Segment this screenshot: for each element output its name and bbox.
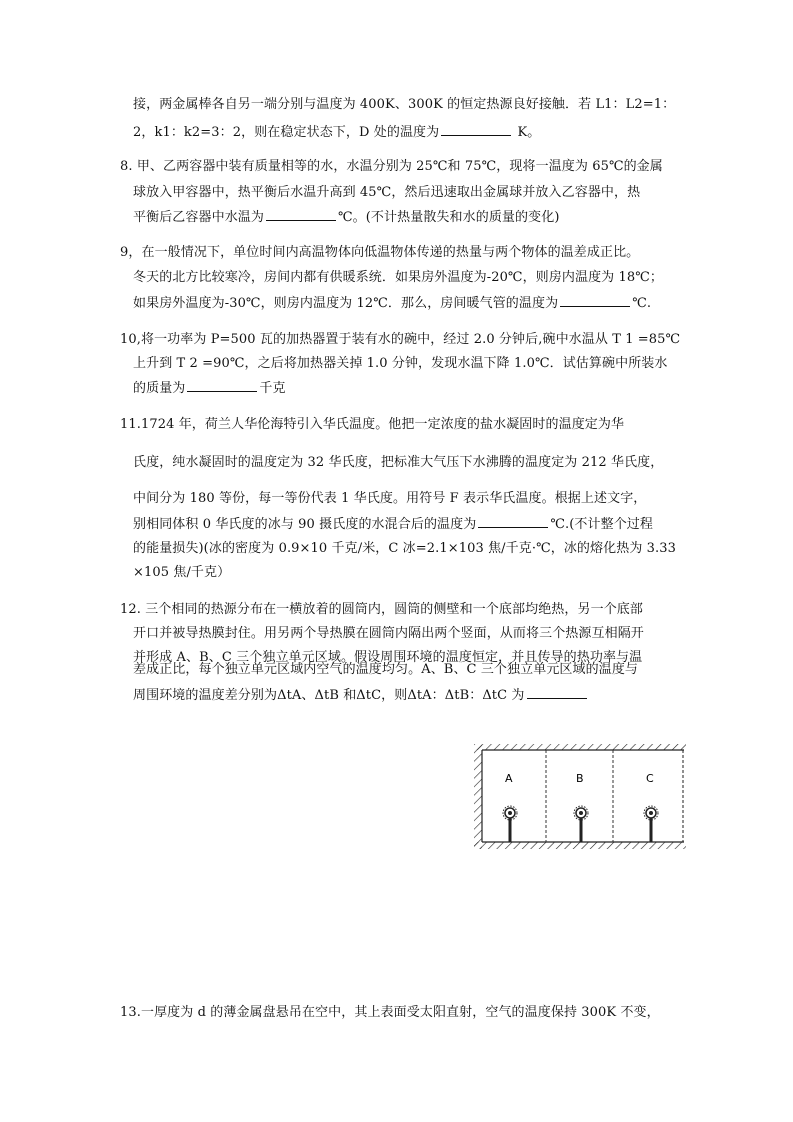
answer-blank — [527, 685, 587, 699]
text-line: 周围环境的温度差分别为ΔtA、ΔtB 和ΔtC，则ΔtA：ΔtB：ΔtC 为 — [133, 685, 589, 706]
heat-source-b — [574, 806, 588, 842]
text-line: 氏度，纯水凝固时的温度定为 32 华氏度，把标准大气压下水沸腾的温度定为 212 华氏度， — [133, 455, 664, 470]
answer-blank — [266, 207, 336, 221]
answer-blank — [187, 378, 257, 392]
text-line: 差成正比，每个独立单元区域内空气的温度均匀。A、B、C 三个独立单元区域的温度与 — [133, 662, 639, 677]
text-line: 13.一厚度为 d 的薄金属盘悬吊在空中，其上表面受太阳直射，空气的温度保持 300K 不变， — [120, 1005, 660, 1020]
text-line: 8. 甲、乙两容器中装有质量相等的水，水温分别为 25℃和 75℃，现将一温度为 65℃的金属 — [120, 159, 663, 174]
heat-source-a — [503, 806, 517, 842]
text-line: 12. 三个相同的热源分布在一横放着的圆筒内，圆筒的侧壁和一个底部均绝热，另一个底部 — [120, 602, 644, 617]
text-line: 9，在一般情况下，单位时间内高温物体向低温物体传递的热量与两个物体的温差成正比。 — [120, 245, 640, 260]
region-label-a: A — [505, 772, 513, 785]
region-label-b: B — [576, 772, 584, 785]
text-line: 接，两金属棒各自另一端分别与温度为 400K、300K 的恒定热源良好接触．若 L1：L2=1： — [133, 97, 676, 112]
bottom-wall — [474, 842, 686, 849]
text-line: 平衡后乙容器中水温为 ℃。(不计热量散失和水的质量的变化) — [133, 207, 560, 228]
cylinder-heat-source-diagram — [474, 744, 686, 852]
answer-blank — [478, 514, 548, 528]
text-line: 2，k1：k2=3：2，则在稳定状态下，D 处的温度为 K。 — [133, 122, 540, 143]
left-wall — [474, 744, 482, 849]
top-wall — [474, 744, 686, 750]
region-label-c: C — [646, 772, 654, 785]
text-line: 冬天的北方比较寒冷，房间内都有供暖系统．如果房外温度为-20℃，则房内温度为 18℃； — [133, 270, 663, 285]
text-line: 11.1724 年，荷兰人华伦海特引入华氏温度。他把一定浓度的盐水凝固时的温度定为华 — [120, 417, 625, 432]
text-line: 10,将一功率为 P=500 瓦的加热器置于装有水的碗中，经过 2.0 分钟后,碗中水温从 T 1 =85℃ — [120, 332, 681, 347]
text-line: 球放入甲容器中，热平衡后水温升高到 45℃，然后迅速取出金属球并放入乙容器中，热 — [133, 185, 641, 200]
text-line: 别相同体积 0 华氏度的冰与 90 摄氏度的水混合后的温度为 ℃.(不计整个过程 — [133, 514, 653, 535]
heat-source-c — [644, 806, 658, 842]
text-line: 中间分为 180 等份，每一等份代表 1 华氏度。用符号 F 表示华氏温度。根据上述文字， — [133, 491, 647, 506]
answer-blank — [441, 122, 511, 136]
text-line: 开口并被导热膜封住。用另两个导热膜在圆筒内隔出两个竖面，从而将三个热源互相隔开 — [133, 626, 644, 641]
text-line: 上升到 T 2 =90℃，之后将加热器关掉 1.0 分钟，发现水温下降 1.0℃．试估算碗中所装水 — [133, 356, 668, 371]
text-line: 的质量为 千克 — [133, 378, 286, 399]
answer-blank — [560, 293, 630, 307]
text-line: ×105 焦/千克） — [133, 565, 231, 580]
text-line: 的能量损失)(冰的密度为 0.9×10 千克/米，C 冰=2.1×103 焦/千克·℃，冰的熔化热为 3.33 — [133, 541, 677, 556]
text-line: 如果房外温度为-30℃，则房内温度为 12℃．那么，房间暖气管的温度为 ℃. — [133, 293, 651, 314]
text-line: 并形成 A、B、C 三个独立单元区域。假设周围环境的温度恒定，并且传导的热功率与温 — [133, 650, 643, 665]
